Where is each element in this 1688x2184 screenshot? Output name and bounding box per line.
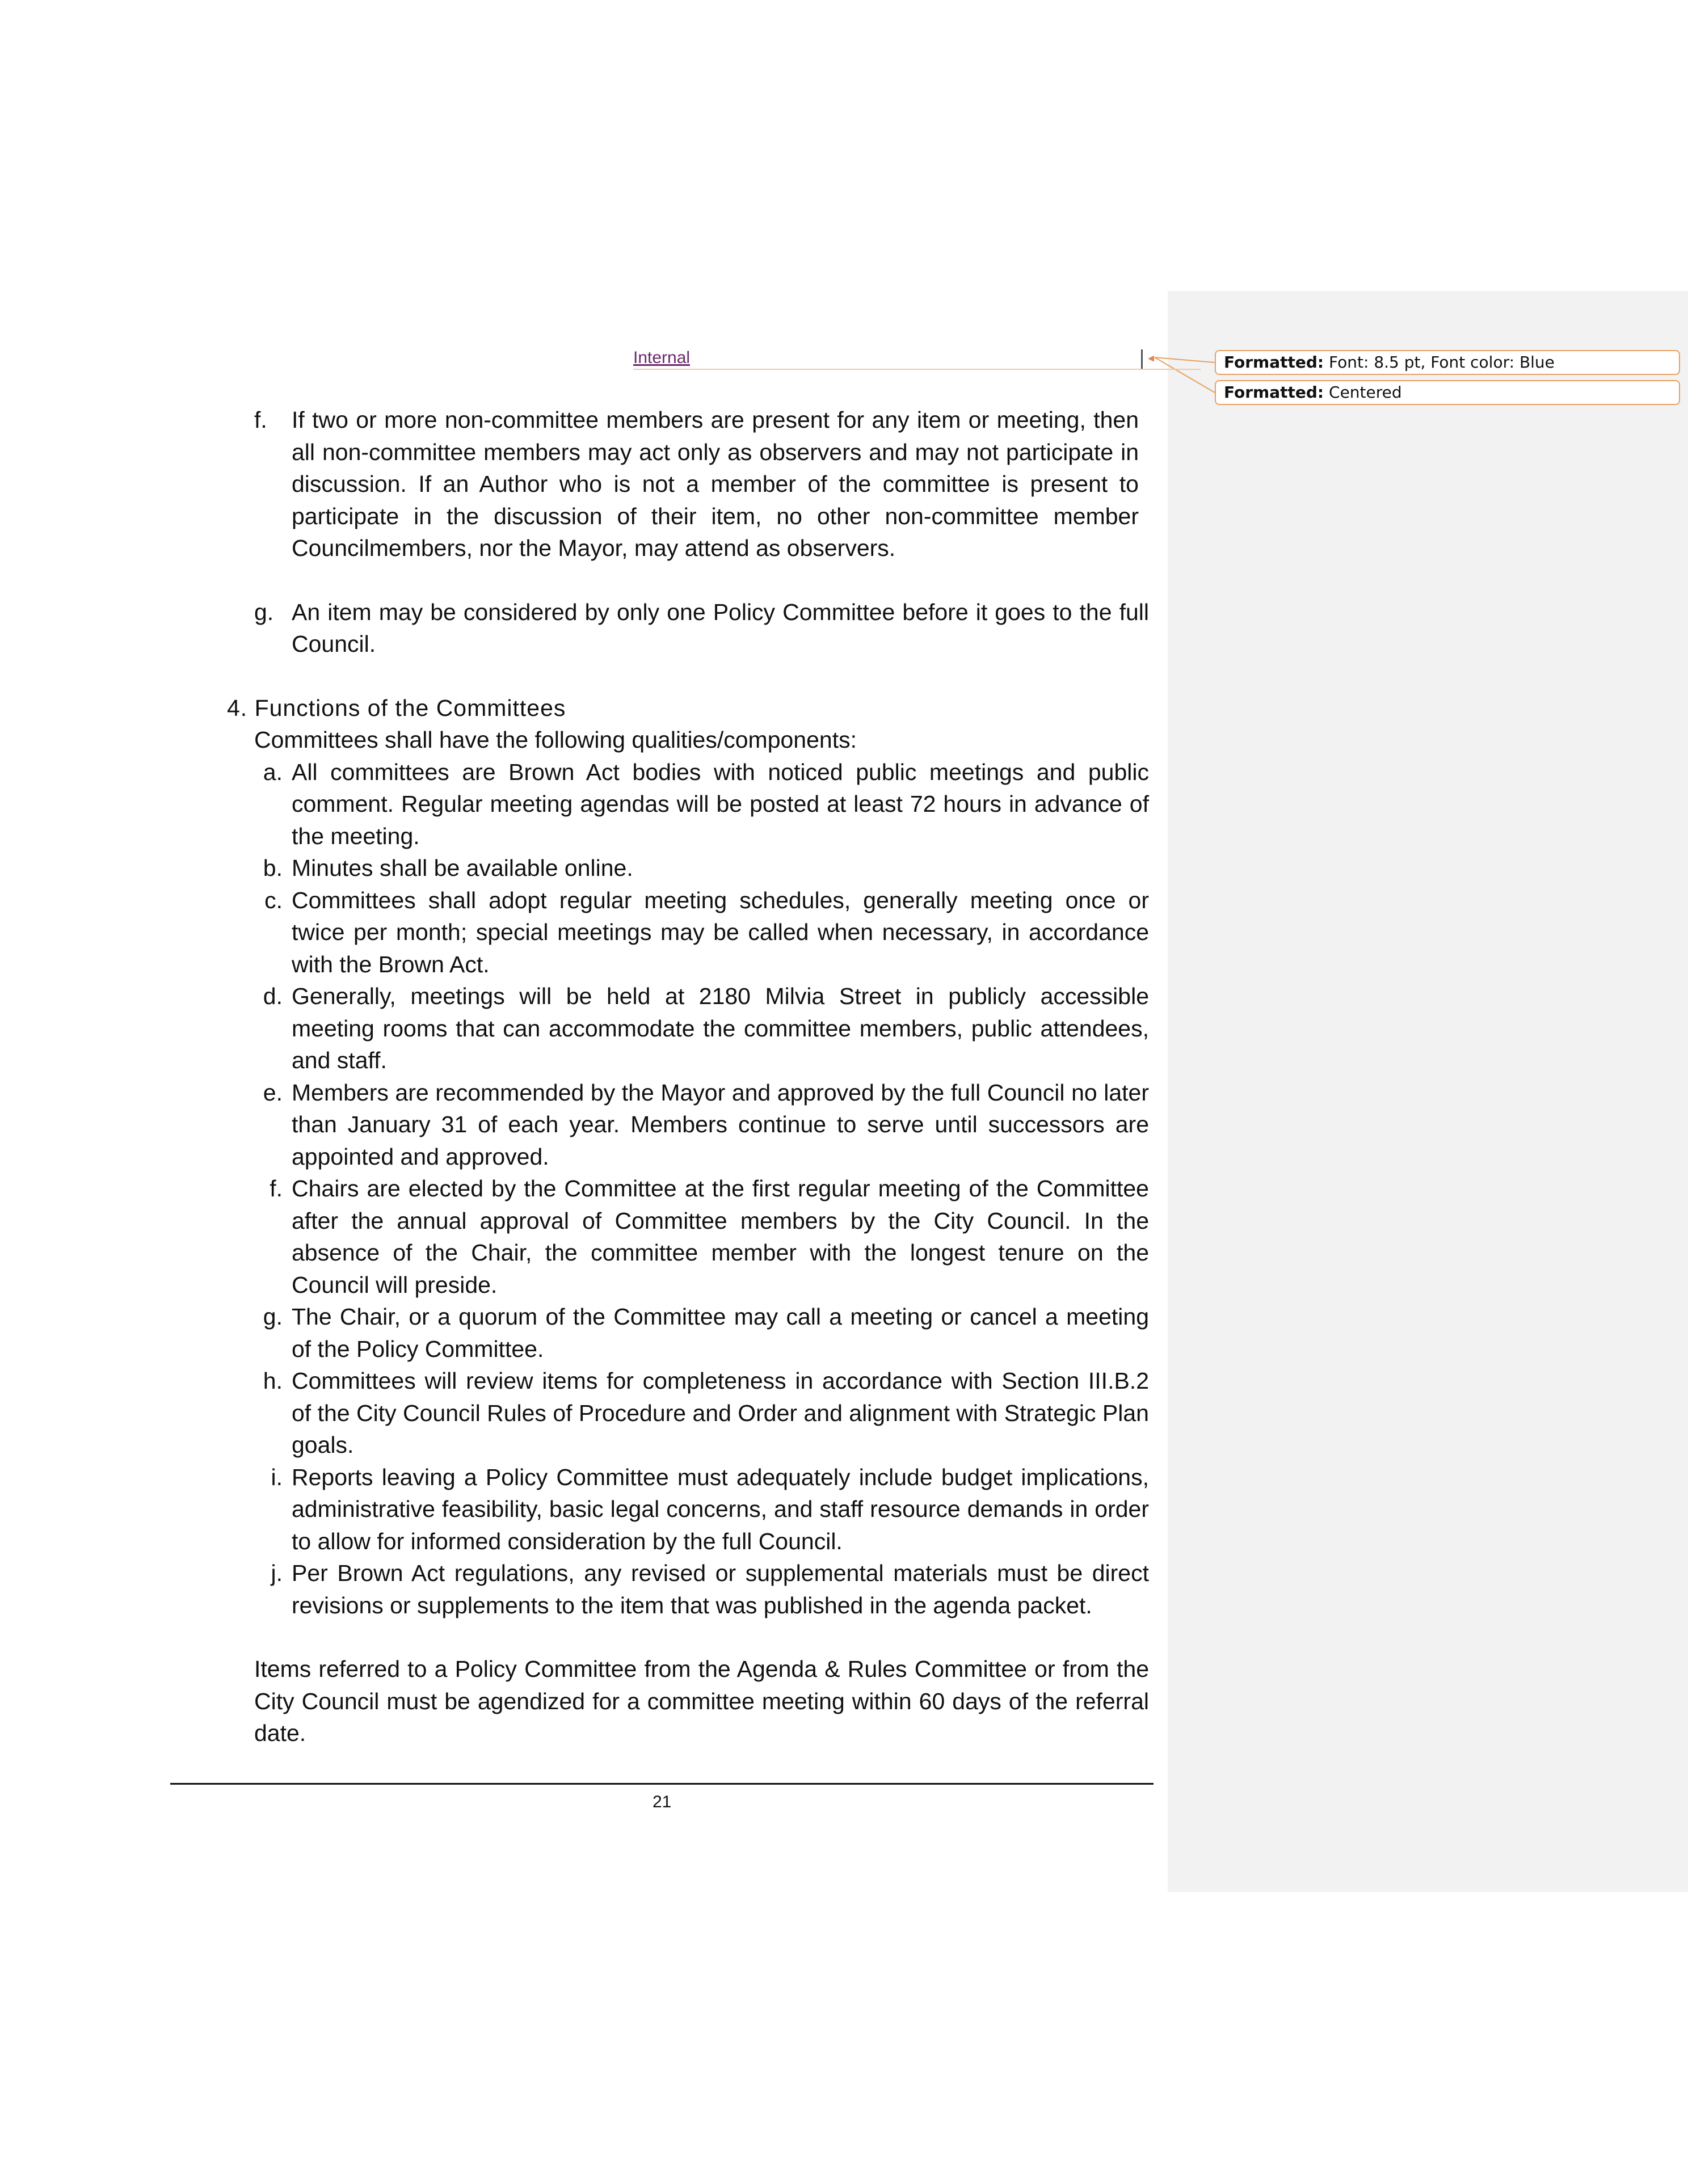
header-rule	[633, 369, 1201, 370]
list-item-text: Reports leaving a Policy Committee must adequately include budget implications, administrative feasibility, basic legal concerns, and staff resource demands in order to allow for informed consideration by the full Council.	[292, 1464, 1149, 1554]
comment-anchor-icon: ◂	[1148, 351, 1155, 365]
footer-rule	[170, 1783, 1154, 1785]
list-item	[227, 1301, 1149, 1365]
list-item-text: An item may be considered by only one Policy Committee before it goes to the full Council.	[292, 598, 1149, 657]
balloon-text: Font: 8.5 pt, Font color: Blue	[1329, 353, 1555, 372]
section-heading: 4. Functions of the Committees	[227, 694, 566, 721]
header-label[interactable]: Internal	[633, 348, 691, 367]
list-item	[227, 1461, 1149, 1558]
list-item-text: The Chair, or a quorum of the Committee may call a meeting or cancel a meeting of the Policy Committee.	[292, 1304, 1149, 1362]
list-item-text: Members are recommended by the Mayor and approved by the full Council no later than January 31 of each year. Members continue to serve until successors are appointed and approved.	[292, 1079, 1149, 1170]
list-item	[227, 1173, 1149, 1301]
list-marker: e.	[263, 1079, 283, 1106]
list-item	[227, 1557, 1149, 1621]
list-marker: a.	[263, 758, 283, 785]
list-item-text: Chairs are elected by the Committee at the first regular meeting of the Committee after the annual approval of Committee members by the City Council. In the absence of the Chair, the committee member with the longest tenure on the Council will preside.	[292, 1175, 1149, 1298]
list-item	[227, 884, 1149, 981]
list-marker: f.	[254, 407, 267, 433]
top-list	[227, 404, 1149, 660]
list-marker: j.	[271, 1560, 283, 1586]
list-marker: d.	[263, 983, 283, 1009]
list-marker: h.	[263, 1368, 283, 1394]
list-item	[227, 404, 1139, 564]
list-item-text: Generally, meetings will be held at 2180 Milvia Street in publicly accessible meeting rooms that can accommodate the committee members, public attendees, and staff.	[292, 983, 1149, 1073]
balloon-label: Formatted:	[1224, 353, 1324, 372]
text-cursor	[1141, 349, 1143, 369]
list-item-text: All committees are Brown Act bodies with noticed public meetings and public comment. Regular meeting agendas will be posted at least 72 hours in advance of the meeting.	[292, 758, 1149, 849]
functions-list	[227, 756, 1149, 1622]
balloon-label: Formatted:	[1224, 383, 1324, 402]
section-intro: Committees shall have the following qualities/components:	[254, 727, 857, 753]
list-item-text: Committees shall adopt regular meeting schedules, generally meeting once or twice per month; special meetings may be called when necessary, in accordance with the Brown Act.	[292, 887, 1149, 977]
list-item	[227, 756, 1149, 853]
list-marker: g.	[263, 1304, 283, 1330]
list-item-text: Committees will review items for completeness in accordance with Section III.B.2 of the City Council Rules of Procedure and Order and alignment with Strategic Plan goals.	[292, 1368, 1149, 1458]
list-item-text: Per Brown Act regulations, any revised or supplemental materials must be direct revisions or supplements to the item that was published in the agenda packet.	[292, 1560, 1149, 1618]
balloon-text: Centered	[1329, 383, 1402, 402]
closing-paragraph: Items referred to a Policy Committee from the Agenda & Rules Committee or from the City Council must be agendized for a committee meeting within 60 days of the referral date.	[254, 1656, 1149, 1746]
list-marker: g.	[254, 598, 274, 625]
list-item	[227, 980, 1149, 1077]
format-balloon-centered[interactable]	[1215, 380, 1680, 405]
page-number: 21	[653, 1793, 672, 1811]
format-balloon-font[interactable]	[1215, 350, 1680, 375]
list-item	[227, 1077, 1149, 1173]
list-item	[227, 852, 1149, 884]
list-item	[227, 1365, 1149, 1461]
list-marker: c.	[264, 887, 283, 913]
list-item-text: If two or more non-committee members are present for any item or meeting, then all non-committee members may act only as observers and may not participate in discussion. If an Author who is not a member of the committee is present to participate in the discussion of their item, no other non-committee member Councilmembers, nor the Mayor, may attend as observers.	[292, 407, 1139, 561]
list-marker: b.	[263, 855, 283, 881]
list-marker: f.	[270, 1175, 283, 1201]
document-body[interactable]	[227, 404, 1149, 1749]
list-marker: i.	[271, 1464, 283, 1490]
comment-pane	[1168, 291, 1688, 1892]
list-item	[227, 596, 1149, 660]
list-item-text: Minutes shall be available online.	[292, 855, 633, 881]
